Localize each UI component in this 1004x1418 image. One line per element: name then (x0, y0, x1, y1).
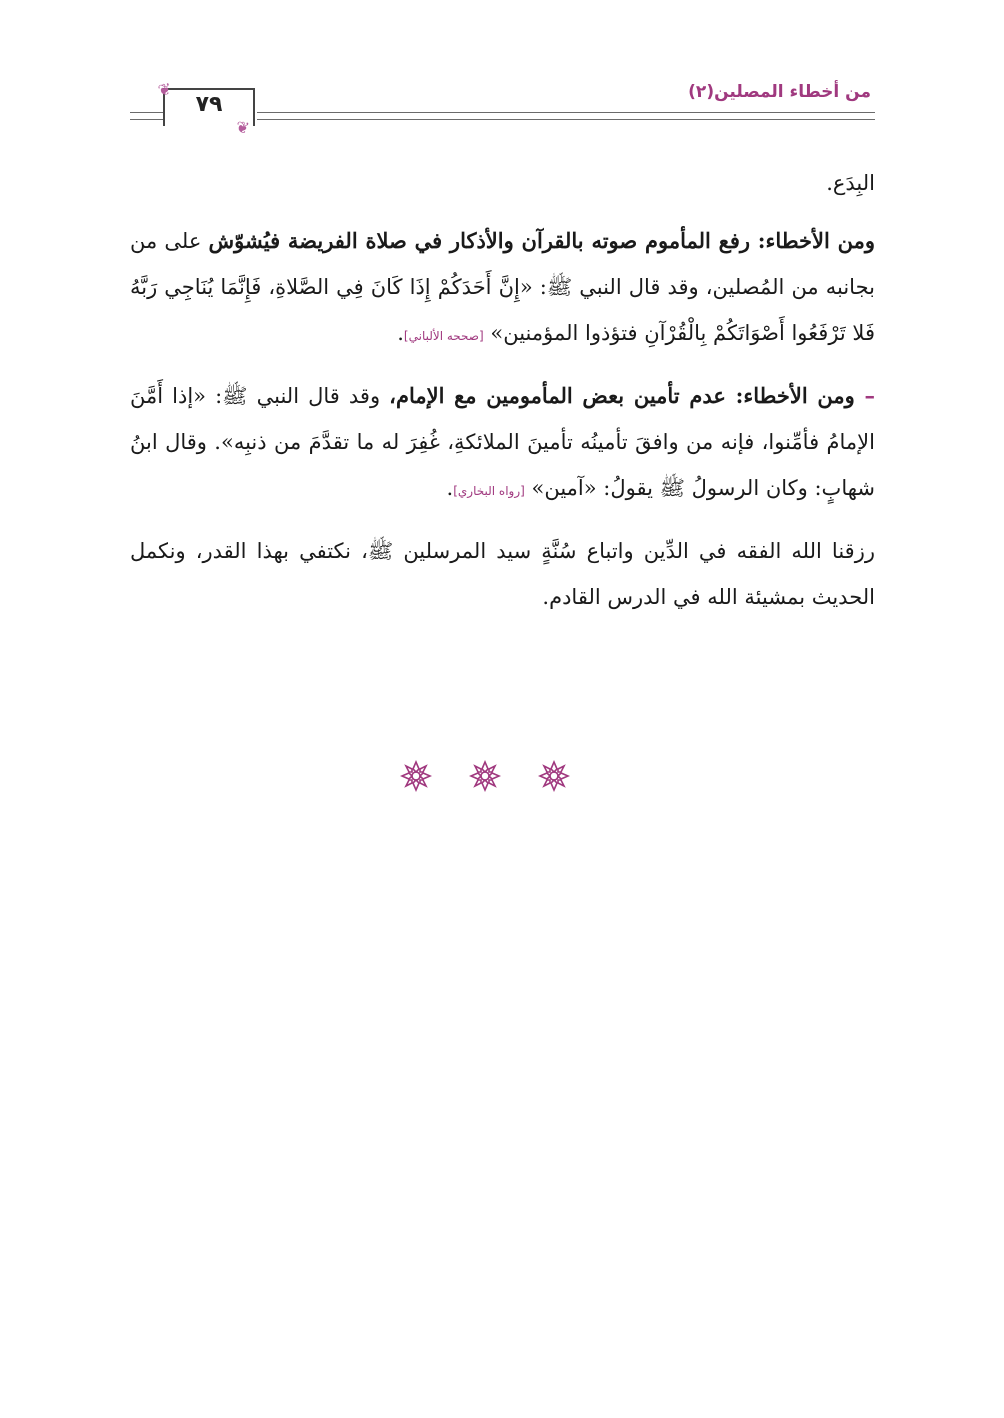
paragraph-3 (130, 373, 875, 514)
section-end-ornaments (400, 760, 570, 800)
paragraph-1 (130, 160, 875, 206)
paragraph-4-text: رزقنا الله الفقه في الدِّين واتباع سُنَّةٍ سيد المرسلين ﷺ، نكتفي بهذا القدر، ونكمل الحديث بمشيئة الله في الدرس القادم. (130, 539, 875, 609)
flower-ornament-icon (400, 760, 432, 792)
paragraph-3-end: . (446, 476, 454, 500)
flower-ornament-icon (469, 760, 501, 792)
flower-ornament-icon (538, 760, 570, 792)
bullet-dash: – (864, 383, 875, 408)
paragraph-1-text: البِدَع. (826, 171, 875, 195)
citation-albani: [صححه الألباني] (403, 329, 484, 343)
running-title: من أخطاء المصلين(٢) (688, 82, 871, 102)
paragraph-2-text: على من بجانبه من المُصلين، وقد قال النبي ﷺ: «إِنَّ أَحَدَكُمْ إِذَا كَانَ فِي الصَّلاةِ، فَإِنَّمَا يُنَاجِي رَبَّهُ فَلا تَرْفَعُوا أَصْوَاتَكُمْ بِالْقُرْآنِ فتؤذوا المؤمنين» (130, 229, 875, 345)
flourish-icon: ❦ (234, 116, 251, 139)
page-number: ٧٩ (195, 92, 223, 117)
paragraph-2-heading: ومن الأخطاء: رفع المأموم صوته بالقرآن والأذكار في صلاة الفريضة فيُشوّش (208, 228, 876, 253)
paragraph-3-heading: ومن الأخطاء: عدم تأمين بعض المأمومين مع الإمام، (389, 383, 865, 408)
flourish-icon: ❦ (156, 78, 173, 101)
page-body (130, 160, 875, 634)
paragraph-3-text: وقد قال النبي ﷺ: «إذا أَمَّنَ الإمامُ فأمِّنوا، فإنه من وافقَ تأمينُه تأمينَ الملائكةِ، غُفِرَ له ما تقدَّمَ من ذنبِه». وقال ابنُ شهابٍ: وكان الرسولُ ﷺ يقولُ: «آمين» (130, 384, 875, 500)
paragraph-2 (130, 218, 875, 359)
paragraph-2-end: . (397, 321, 404, 345)
citation-bukhari: [رواه البخاري] (453, 484, 525, 498)
paragraph-4 (130, 528, 875, 620)
